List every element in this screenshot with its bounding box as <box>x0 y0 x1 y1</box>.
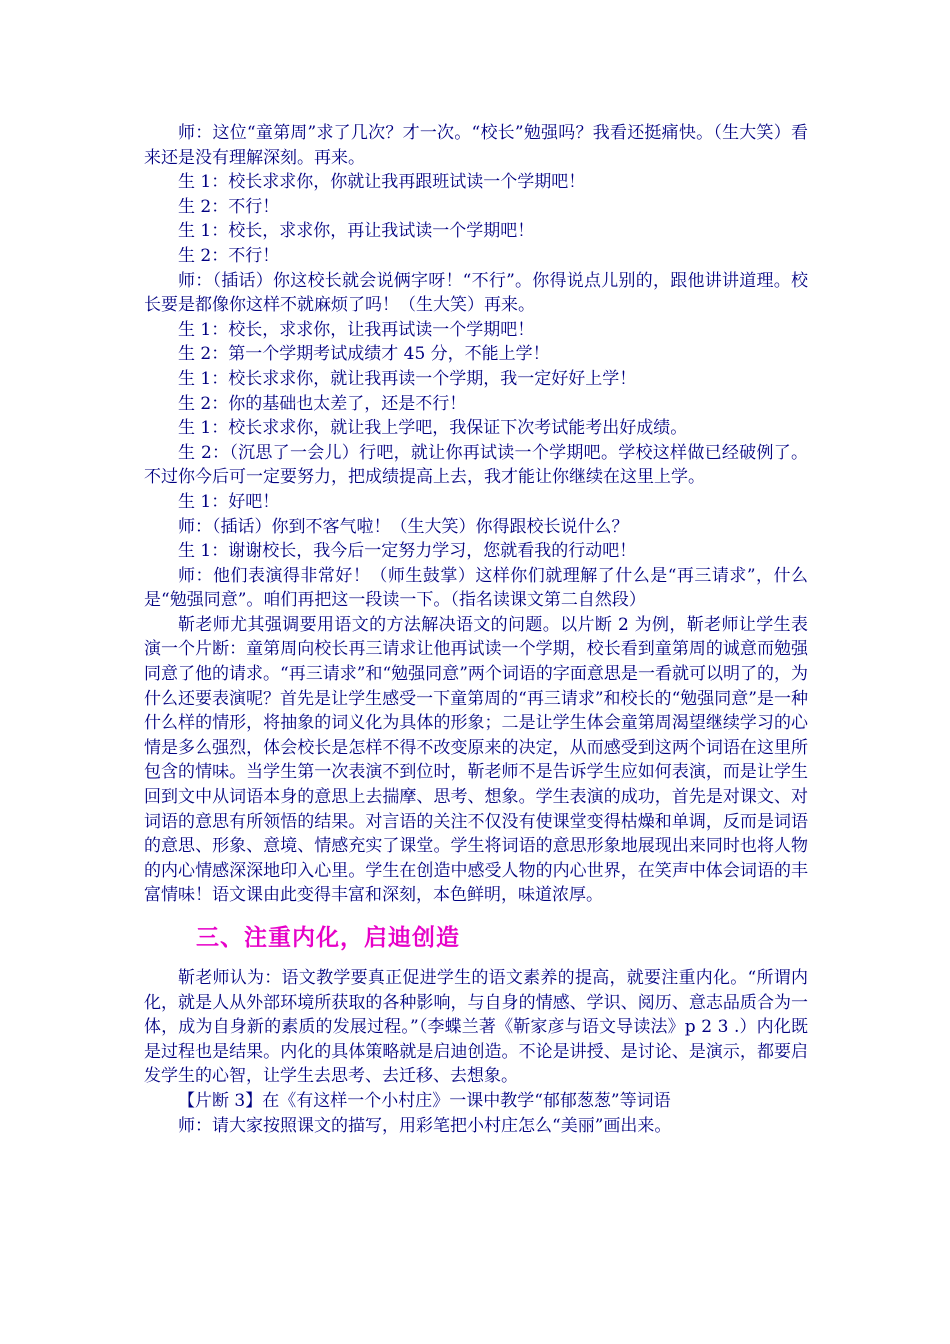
dialogue-paragraph: 师：这位“童第周”求了几次？才一次。“校长”勉强吗？我看还挺痛快。（生大笑）看来还是没有理解深刻。再来。 <box>144 123 808 168</box>
dialogue-paragraph: 生 1：谢谢校长，我今后一定努力学习，您就看我的行动吧！ <box>178 541 637 562</box>
dialogue-paragraph: 生 1：校长求求你，你就让我再跟班试读一个学期吧！ <box>178 172 586 193</box>
dialogue-paragraph: 生 2：第一个学期考试成绩才 45 分，不能上学！ <box>178 344 550 365</box>
dialogue-paragraph: 生 2：你的基础也太差了，还是不行！ <box>178 393 467 414</box>
excerpt-title: 【片断 3】在《有这样一个小村庄》一课中教学“郁郁葱葱”等词语 <box>178 1090 671 1111</box>
dialogue-paragraph: 生 1：校长，求求你，再让我试读一个学期吧！ <box>178 221 535 242</box>
body-paragraph: 靳老师认为：语文教学要真正促进学生的语文素养的提高，就要注重内化。“所谓内化，就是人从外部环境所获取的各种影响，与自身的情感、学识、阅历、意志品质合为一体，成为自身新的素质的发展过程。”（李蝶兰著《靳家彦与语文导读法》p 2 3 .）内化既是过程也是结果。内化的具体策略就是启迪创造。不论是讲授、是讨论、是演示，都要启发学生的心智，让学生去思考、去迁移、去想象。 <box>144 968 808 1087</box>
dialogue-paragraph: 师：请大家按照课文的描写，用彩笔把小村庄怎么“美丽”画出来。 <box>178 1115 672 1136</box>
dialogue-paragraph: 生 1：好吧！ <box>178 491 280 512</box>
dialogue-paragraph: 师：（插话）你到不客气啦！（生大笑）你得跟校长说什么？ <box>178 516 629 537</box>
dialogue-paragraph: 师：他们表演得非常好！（师生鼓掌）这样你们就理解了什么是“再三请求”，什么是“勉强同意”。咱们再把这一段读一下。（指名读课文第二自然段） <box>144 565 808 611</box>
dialogue-paragraph: 师：（插话）你这校长就会说俩字呀！“不行”。你得说点儿别的，跟他讲讲道理。校长要是都像你这样不就麻烦了吗！（生大笑）再来。 <box>144 270 808 316</box>
dialogue-paragraph: 生 2：不行！ <box>178 196 280 217</box>
dialogue-paragraph: 生 2：不行！ <box>178 245 280 266</box>
dialogue-paragraph: 生 1：校长，求求你，让我再试读一个学期吧！ <box>178 319 535 340</box>
document-page <box>144 121 808 1138</box>
analysis-paragraph: 靳老师尤其强调要用语文的方法解决语文的问题。以片断 2 为例，靳老师让学生表演一个片断：童第周向校长再三请求让他再试读一个学期，校长看到童第周的诚意而勉强同意了他的请求。“再三请求”和“勉强同意”两个词语的字面意思是一看就可以明了的，为什么还要表演呢？首先是让学生感受一下童第周的“再三请求”和校长的“勉强同意”是一种什么样的情形，将抽象的词义化为具体的形象；二是让学生体会童第周渴望继续学习的心情是多么强烈，体会校长是怎样不得不改变原来的决定，从而感受到这两个词语在这里所包含的情味。当学生第一次表演不到位时，靳老师不是告诉学生应如何表演，而是让学生回到文中从词语本身的意思上去揣摩、思考、想象。学生表演的成功，首先是对课文、对词语的意思有所领悟的结果。对言语的关注不仅没有使课堂变得枯燥和单调，反而是词语的意思、形象、意境、情感充实了课堂。学生将词语的意思形象地展现出来同时也将人物的内心情感深深地印入心里。学生在创造中感受人物的内心世界，在笑声中体会词语的丰富情味！语文课由此变得丰富和深刻，本色鲜明，味道浓厚。 <box>144 614 808 906</box>
section-heading: 三、注重内化，启迪创造 <box>196 925 460 951</box>
dialogue-paragraph: 生 1：校长求求你，就让我再读一个学期，我一定好好上学！ <box>178 368 637 389</box>
dialogue-paragraph: 生 1：校长求求你，就让我上学吧，我保证下次考试能考出好成绩。 <box>178 418 688 439</box>
dialogue-paragraph: 生 2：（沉思了一会儿）行吧，就让你再试读一个学期吧。学校这样做已经破例了。不过你今后可一定要努力，把成绩提高上去，我才能让你继续在这里上学。 <box>144 442 808 488</box>
